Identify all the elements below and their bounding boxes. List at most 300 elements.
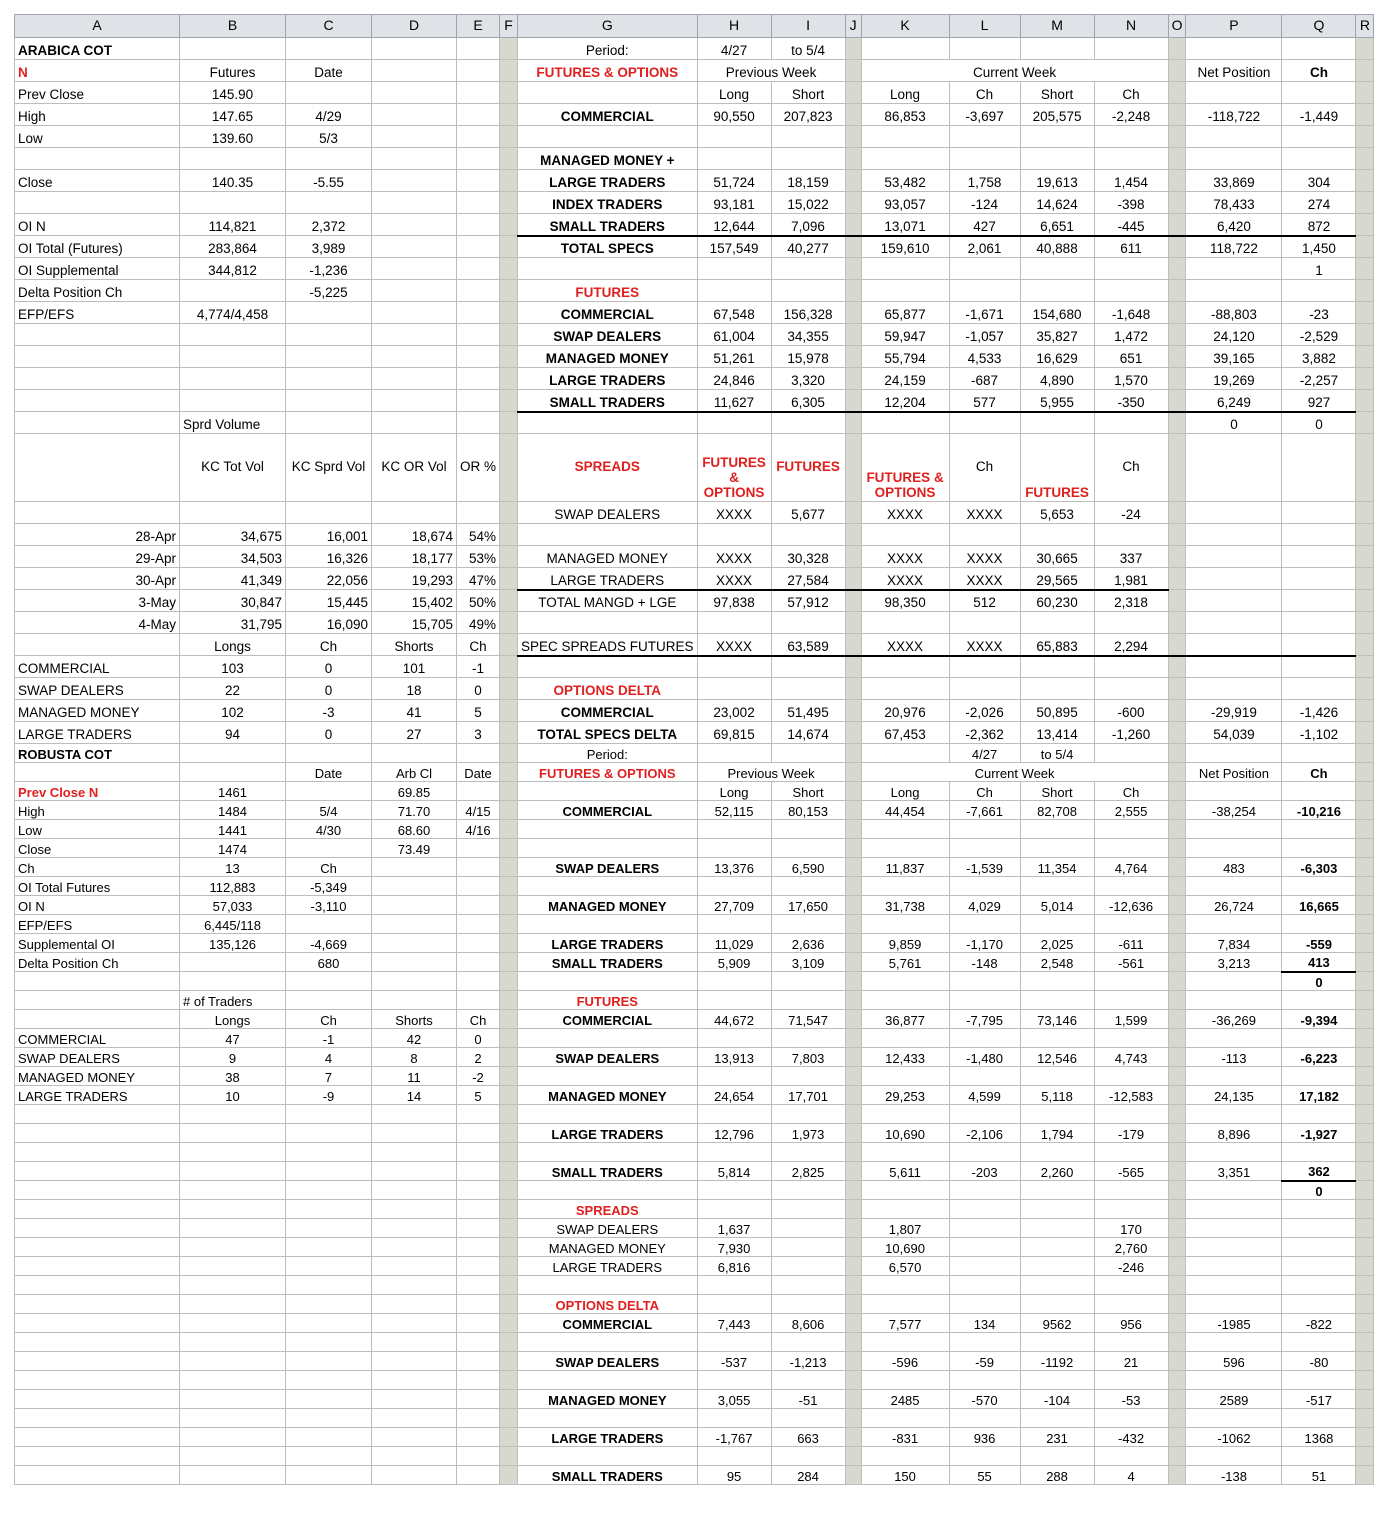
cell[interactable]: 1484	[180, 801, 286, 820]
cell[interactable]	[771, 1238, 845, 1257]
cell[interactable]: -9	[286, 1086, 372, 1105]
cell[interactable]: 27	[372, 722, 457, 744]
cell[interactable]: 11,354	[1020, 858, 1094, 877]
cell[interactable]	[845, 104, 861, 126]
cell[interactable]	[500, 60, 518, 82]
cell[interactable]	[1020, 1238, 1094, 1257]
cell[interactable]	[1282, 1333, 1356, 1352]
cell[interactable]	[180, 502, 286, 524]
cell[interactable]	[861, 126, 949, 148]
cell[interactable]	[180, 1162, 286, 1181]
cell[interactable]: -1,170	[949, 934, 1020, 953]
cell[interactable]: 80,153	[771, 801, 845, 820]
cell[interactable]: 55	[949, 1466, 1020, 1485]
cell[interactable]: SWAP DEALERS	[15, 678, 180, 700]
cell[interactable]: -104	[1020, 1390, 1094, 1409]
cell[interactable]	[500, 678, 518, 700]
cell[interactable]	[1356, 722, 1374, 744]
cell[interactable]: 10,690	[861, 1124, 949, 1143]
cell[interactable]	[180, 1124, 286, 1143]
value[interactable]: 611	[1094, 236, 1168, 258]
cell[interactable]: LARGE TRADERS	[15, 722, 180, 744]
cell[interactable]: 51	[1282, 1466, 1356, 1485]
cell[interactable]	[457, 1257, 500, 1276]
value[interactable]: 5,955	[1020, 390, 1094, 412]
column-header-n[interactable]: N	[1094, 15, 1168, 38]
cell[interactable]	[372, 896, 457, 915]
cell[interactable]	[845, 763, 861, 782]
cell[interactable]: 44,672	[697, 1010, 771, 1029]
cell[interactable]: COMMERCIAL	[15, 656, 180, 678]
cell[interactable]	[15, 1124, 180, 1143]
cell[interactable]	[1356, 1371, 1374, 1390]
value[interactable]: 7,096	[771, 214, 845, 236]
cell[interactable]	[500, 1257, 518, 1276]
cell[interactable]	[861, 1181, 949, 1200]
cell[interactable]: KC OR Vol	[372, 434, 457, 502]
cell[interactable]: 0	[286, 678, 372, 700]
cell[interactable]	[500, 1162, 518, 1181]
cell[interactable]	[1168, 1295, 1186, 1314]
cell[interactable]	[500, 1333, 518, 1352]
cell[interactable]: -831	[861, 1428, 949, 1447]
cell[interactable]: High	[15, 104, 180, 126]
cell[interactable]	[372, 302, 457, 324]
cell[interactable]: 956	[1094, 1314, 1168, 1333]
cell[interactable]: 4	[286, 1048, 372, 1067]
cell[interactable]: Low	[15, 820, 180, 839]
cell[interactable]	[861, 1371, 949, 1390]
cell[interactable]	[861, 678, 949, 700]
cell[interactable]	[1186, 524, 1282, 546]
cell[interactable]: 114,821	[180, 214, 286, 236]
cell[interactable]	[845, 192, 861, 214]
cell[interactable]: 41	[372, 700, 457, 722]
cell[interactable]	[949, 820, 1020, 839]
cell[interactable]	[845, 1238, 861, 1257]
cell[interactable]	[457, 280, 500, 302]
cell[interactable]	[1020, 1181, 1094, 1200]
cell[interactable]	[697, 524, 771, 546]
cell[interactable]	[372, 1314, 457, 1333]
cell[interactable]	[286, 1276, 372, 1295]
cell[interactable]	[180, 38, 286, 60]
row-label[interactable]: COMMERCIAL	[518, 1314, 698, 1333]
cell[interactable]: Longs	[180, 634, 286, 656]
cell[interactable]	[15, 634, 180, 656]
cell[interactable]: -1,927	[1282, 1124, 1356, 1143]
cell[interactable]	[180, 1219, 286, 1238]
cell[interactable]: 4,029	[949, 896, 1020, 915]
cell[interactable]	[1020, 1067, 1094, 1086]
cell[interactable]	[1168, 1333, 1186, 1352]
cell[interactable]	[372, 953, 457, 972]
cell[interactable]	[1168, 1086, 1186, 1105]
cell[interactable]	[949, 280, 1020, 302]
cell[interactable]	[1168, 1029, 1186, 1048]
cell[interactable]	[457, 148, 500, 170]
cell[interactable]	[771, 126, 845, 148]
cell[interactable]	[1094, 1143, 1168, 1162]
cell[interactable]	[457, 1124, 500, 1143]
cell[interactable]	[697, 1371, 771, 1390]
value[interactable]: 13,414	[1020, 722, 1094, 744]
cell[interactable]	[697, 1029, 771, 1048]
cell[interactable]: 1474	[180, 839, 286, 858]
cell[interactable]	[697, 656, 771, 678]
cell[interactable]	[518, 1029, 698, 1048]
cell[interactable]: 10	[180, 1086, 286, 1105]
cell[interactable]	[286, 1409, 372, 1428]
cell[interactable]	[286, 1352, 372, 1371]
cell[interactable]: 8	[372, 1048, 457, 1067]
cell[interactable]	[845, 434, 861, 502]
cell[interactable]: Ch	[286, 634, 372, 656]
cell[interactable]: 483	[1186, 858, 1282, 877]
cell[interactable]: 19,293	[372, 568, 457, 590]
cell[interactable]: 5,653	[1020, 502, 1094, 524]
cell[interactable]: 2,260	[1020, 1162, 1094, 1181]
cell[interactable]: 680	[286, 953, 372, 972]
cell[interactable]	[1282, 839, 1356, 858]
cell[interactable]: SWAP DEALERS	[15, 1048, 180, 1067]
cell[interactable]: MANAGED MONEY	[15, 700, 180, 722]
cell[interactable]	[500, 170, 518, 192]
cell[interactable]: # of Traders	[180, 991, 286, 1010]
cell[interactable]: 288	[1020, 1466, 1094, 1485]
cell[interactable]	[180, 1181, 286, 1200]
value[interactable]: 67,548	[697, 302, 771, 324]
cell[interactable]	[15, 412, 180, 434]
cell[interactable]: 16,001	[286, 524, 372, 546]
cell[interactable]	[457, 502, 500, 524]
column-header-o[interactable]: O	[1168, 15, 1186, 38]
cell[interactable]: 63,589	[771, 634, 845, 656]
cell[interactable]: 344,812	[180, 258, 286, 280]
cell[interactable]	[1356, 678, 1374, 700]
cell[interactable]	[457, 953, 500, 972]
cell[interactable]: SPEC SPREADS FUTURES	[518, 634, 698, 656]
cell[interactable]: 29,253	[861, 1086, 949, 1105]
cell[interactable]: OI N	[15, 896, 180, 915]
value[interactable]: 13,071	[861, 214, 949, 236]
value[interactable]: 55,794	[861, 346, 949, 368]
cell[interactable]	[1168, 1162, 1186, 1181]
cell[interactable]	[845, 412, 861, 434]
cell[interactable]: FUTURES	[771, 434, 845, 502]
cell[interactable]: 15,402	[372, 590, 457, 612]
cell[interactable]: 12,433	[861, 1048, 949, 1067]
cell[interactable]	[180, 346, 286, 368]
cell[interactable]: 71.70	[372, 801, 457, 820]
cell[interactable]	[1094, 877, 1168, 896]
cell[interactable]: Current Week	[861, 60, 1168, 82]
cell[interactable]	[457, 302, 500, 324]
cell[interactable]	[1168, 126, 1186, 148]
cell[interactable]	[500, 1238, 518, 1257]
cell[interactable]: -1,213	[771, 1352, 845, 1371]
cell[interactable]	[1168, 763, 1186, 782]
cell[interactable]	[771, 877, 845, 896]
cell[interactable]: 21	[1094, 1352, 1168, 1371]
cell[interactable]	[949, 1181, 1020, 1200]
value[interactable]: -1,102	[1282, 722, 1356, 744]
cell[interactable]	[771, 1105, 845, 1124]
row-label[interactable]: SWAP DEALERS	[518, 1048, 698, 1067]
cell[interactable]	[500, 324, 518, 346]
cell[interactable]	[1094, 148, 1168, 170]
cell[interactable]	[949, 656, 1020, 678]
cell[interactable]: MANAGED MONEY +	[518, 148, 698, 170]
cell[interactable]	[1356, 896, 1374, 915]
cell[interactable]	[845, 678, 861, 700]
cell[interactable]	[1094, 258, 1168, 280]
cell[interactable]	[500, 302, 518, 324]
cell[interactable]	[771, 1200, 845, 1219]
row-label[interactable]: LARGE TRADERS	[518, 1428, 698, 1447]
cell[interactable]: 4/30	[286, 820, 372, 839]
cell[interactable]	[1094, 412, 1168, 434]
cell[interactable]: 29,565	[1020, 568, 1094, 590]
cell[interactable]	[845, 700, 861, 722]
cell[interactable]	[15, 1314, 180, 1333]
cell[interactable]: 16,090	[286, 612, 372, 634]
cell[interactable]	[771, 280, 845, 302]
column-header-j[interactable]: J	[845, 15, 861, 38]
cell[interactable]	[372, 1428, 457, 1447]
cell[interactable]: to 5/4	[1020, 744, 1094, 763]
column-header-f[interactable]: F	[500, 15, 518, 38]
cell[interactable]: 27,709	[697, 896, 771, 915]
cell[interactable]	[861, 1143, 949, 1162]
cell[interactable]	[1356, 1105, 1374, 1124]
cell[interactable]: XXXX	[861, 568, 949, 590]
cell[interactable]: Period:	[518, 38, 698, 60]
cell[interactable]	[372, 1352, 457, 1371]
cell[interactable]	[372, 934, 457, 953]
cell[interactable]	[372, 502, 457, 524]
cell[interactable]: FUTURES	[518, 280, 698, 302]
cell[interactable]	[697, 1409, 771, 1428]
cell[interactable]: 0	[457, 1029, 500, 1048]
cell[interactable]	[1282, 1295, 1356, 1314]
cell[interactable]	[1168, 801, 1186, 820]
value[interactable]: 51,261	[697, 346, 771, 368]
cell[interactable]	[286, 1371, 372, 1390]
cell[interactable]	[1094, 744, 1168, 763]
cell[interactable]: XXXX	[697, 546, 771, 568]
value[interactable]: -88,803	[1186, 302, 1282, 324]
column-header-l[interactable]: L	[949, 15, 1020, 38]
cell[interactable]: COMMERCIAL	[15, 1029, 180, 1048]
value[interactable]: 3,320	[771, 368, 845, 390]
cell[interactable]	[372, 126, 457, 148]
cell[interactable]	[845, 126, 861, 148]
cell[interactable]	[949, 1371, 1020, 1390]
cell[interactable]: 17,182	[1282, 1086, 1356, 1105]
cell[interactable]	[1282, 656, 1356, 678]
value[interactable]: 35,827	[1020, 324, 1094, 346]
cell[interactable]	[949, 1143, 1020, 1162]
cell[interactable]	[372, 82, 457, 104]
cell[interactable]	[372, 1447, 457, 1466]
value[interactable]: 6,305	[771, 390, 845, 412]
value[interactable]: 12,644	[697, 214, 771, 236]
value[interactable]: 86,853	[861, 104, 949, 126]
cell[interactable]	[949, 38, 1020, 60]
cell[interactable]: 1,794	[1020, 1124, 1094, 1143]
cell[interactable]	[372, 1257, 457, 1276]
value[interactable]: 1,570	[1094, 368, 1168, 390]
cell[interactable]	[949, 1409, 1020, 1428]
value[interactable]: 577	[949, 390, 1020, 412]
value[interactable]: 14,674	[771, 722, 845, 744]
value[interactable]: 207,823	[771, 104, 845, 126]
spread-label[interactable]: TOTAL MANGD + LGE	[518, 590, 698, 612]
cell[interactable]	[15, 1428, 180, 1447]
cell[interactable]: -1,480	[949, 1048, 1020, 1067]
cell[interactable]	[1168, 214, 1186, 236]
cell[interactable]	[180, 368, 286, 390]
cell[interactable]	[1356, 1086, 1374, 1105]
cell[interactable]	[861, 524, 949, 546]
cell[interactable]: OI Supplemental	[15, 258, 180, 280]
value[interactable]: 6,249	[1186, 390, 1282, 412]
cell[interactable]: Ch	[1282, 60, 1356, 82]
cell[interactable]	[518, 1409, 698, 1428]
cell[interactable]	[180, 1314, 286, 1333]
cell[interactable]: Prev Close	[15, 82, 180, 104]
cell[interactable]: 53%	[457, 546, 500, 568]
cell[interactable]	[286, 1238, 372, 1257]
cell[interactable]	[861, 258, 949, 280]
cell[interactable]	[1020, 839, 1094, 858]
cell[interactable]	[372, 1371, 457, 1390]
cell[interactable]	[845, 1314, 861, 1333]
cell[interactable]	[1356, 972, 1374, 991]
cell[interactable]	[286, 368, 372, 390]
cell[interactable]	[949, 1067, 1020, 1086]
cell[interactable]: 54%	[457, 524, 500, 546]
cell[interactable]	[500, 126, 518, 148]
cell[interactable]	[500, 568, 518, 590]
cell[interactable]	[861, 1105, 949, 1124]
cell[interactable]	[286, 38, 372, 60]
cell[interactable]: 7,834	[1186, 934, 1282, 953]
cell[interactable]	[457, 1352, 500, 1371]
cell[interactable]	[1356, 700, 1374, 722]
cell[interactable]	[372, 858, 457, 877]
cell[interactable]	[457, 346, 500, 368]
value[interactable]: 12,204	[861, 390, 949, 412]
value[interactable]: -118,722	[1186, 104, 1282, 126]
value[interactable]: -1,671	[949, 302, 1020, 324]
cell[interactable]	[500, 104, 518, 126]
cell[interactable]: -517	[1282, 1390, 1356, 1409]
cell[interactable]	[1356, 763, 1374, 782]
cell[interactable]: 16,665	[1282, 896, 1356, 915]
cell[interactable]	[1356, 1067, 1374, 1086]
cell[interactable]	[949, 1295, 1020, 1314]
value[interactable]: 14,624	[1020, 192, 1094, 214]
cell[interactable]	[500, 280, 518, 302]
cell[interactable]	[1020, 656, 1094, 678]
row-label[interactable]: MANAGED MONEY	[518, 896, 698, 915]
cell[interactable]: 112,883	[180, 877, 286, 896]
cell[interactable]	[1094, 38, 1168, 60]
cell[interactable]	[861, 915, 949, 934]
cell[interactable]	[1356, 656, 1374, 678]
cell[interactable]	[457, 896, 500, 915]
cell[interactable]: 5	[457, 1086, 500, 1105]
cell[interactable]	[372, 214, 457, 236]
value[interactable]: 40,277	[771, 236, 845, 258]
cell[interactable]	[15, 502, 180, 524]
cell[interactable]	[1168, 1067, 1186, 1086]
cell[interactable]: 2	[457, 1048, 500, 1067]
cell[interactable]: 170	[1094, 1219, 1168, 1238]
cell[interactable]: -3,110	[286, 896, 372, 915]
cell[interactable]: XXXX	[697, 634, 771, 656]
cell[interactable]	[372, 1466, 457, 1485]
cell[interactable]	[845, 1352, 861, 1371]
cell[interactable]: -12,583	[1094, 1086, 1168, 1105]
cell[interactable]	[1282, 434, 1356, 502]
cell[interactable]: -432	[1094, 1428, 1168, 1447]
cell[interactable]	[457, 1238, 500, 1257]
cell[interactable]	[845, 1276, 861, 1295]
cell[interactable]: 0	[1282, 1181, 1356, 1200]
cell[interactable]	[949, 1029, 1020, 1048]
cell[interactable]	[180, 1143, 286, 1162]
cell[interactable]	[845, 236, 861, 258]
cell[interactable]	[372, 170, 457, 192]
cell[interactable]: Low	[15, 126, 180, 148]
value[interactable]: 651	[1094, 346, 1168, 368]
cell[interactable]: 12,546	[1020, 1048, 1094, 1067]
cell[interactable]: 30-Apr	[15, 568, 180, 590]
cell[interactable]: 16,326	[286, 546, 372, 568]
cell[interactable]	[1168, 412, 1186, 434]
cell[interactable]	[845, 744, 861, 763]
cell[interactable]: 3	[457, 722, 500, 744]
row-label[interactable]: LARGE TRADERS	[518, 368, 698, 390]
cell[interactable]	[1168, 324, 1186, 346]
cell[interactable]	[1186, 546, 1282, 568]
cell[interactable]	[286, 1181, 372, 1200]
cell[interactable]	[180, 1295, 286, 1314]
cell[interactable]	[286, 972, 372, 991]
cell[interactable]	[180, 953, 286, 972]
cell[interactable]	[1356, 1238, 1374, 1257]
cell[interactable]	[1186, 434, 1282, 502]
cell[interactable]: 9562	[1020, 1314, 1094, 1333]
cell[interactable]	[500, 1466, 518, 1485]
cell[interactable]	[518, 1371, 698, 1390]
cell[interactable]	[771, 148, 845, 170]
cell[interactable]	[372, 38, 457, 60]
value[interactable]: 427	[949, 214, 1020, 236]
cell[interactable]	[845, 1067, 861, 1086]
cell[interactable]	[1356, 1276, 1374, 1295]
cell[interactable]	[845, 612, 861, 634]
cell[interactable]	[286, 1428, 372, 1447]
cell[interactable]: XXXX	[949, 502, 1020, 524]
column-header-r[interactable]: R	[1356, 15, 1374, 38]
value[interactable]: -2,529	[1282, 324, 1356, 346]
cell[interactable]	[1356, 612, 1374, 634]
value[interactable]: -2,248	[1094, 104, 1168, 126]
